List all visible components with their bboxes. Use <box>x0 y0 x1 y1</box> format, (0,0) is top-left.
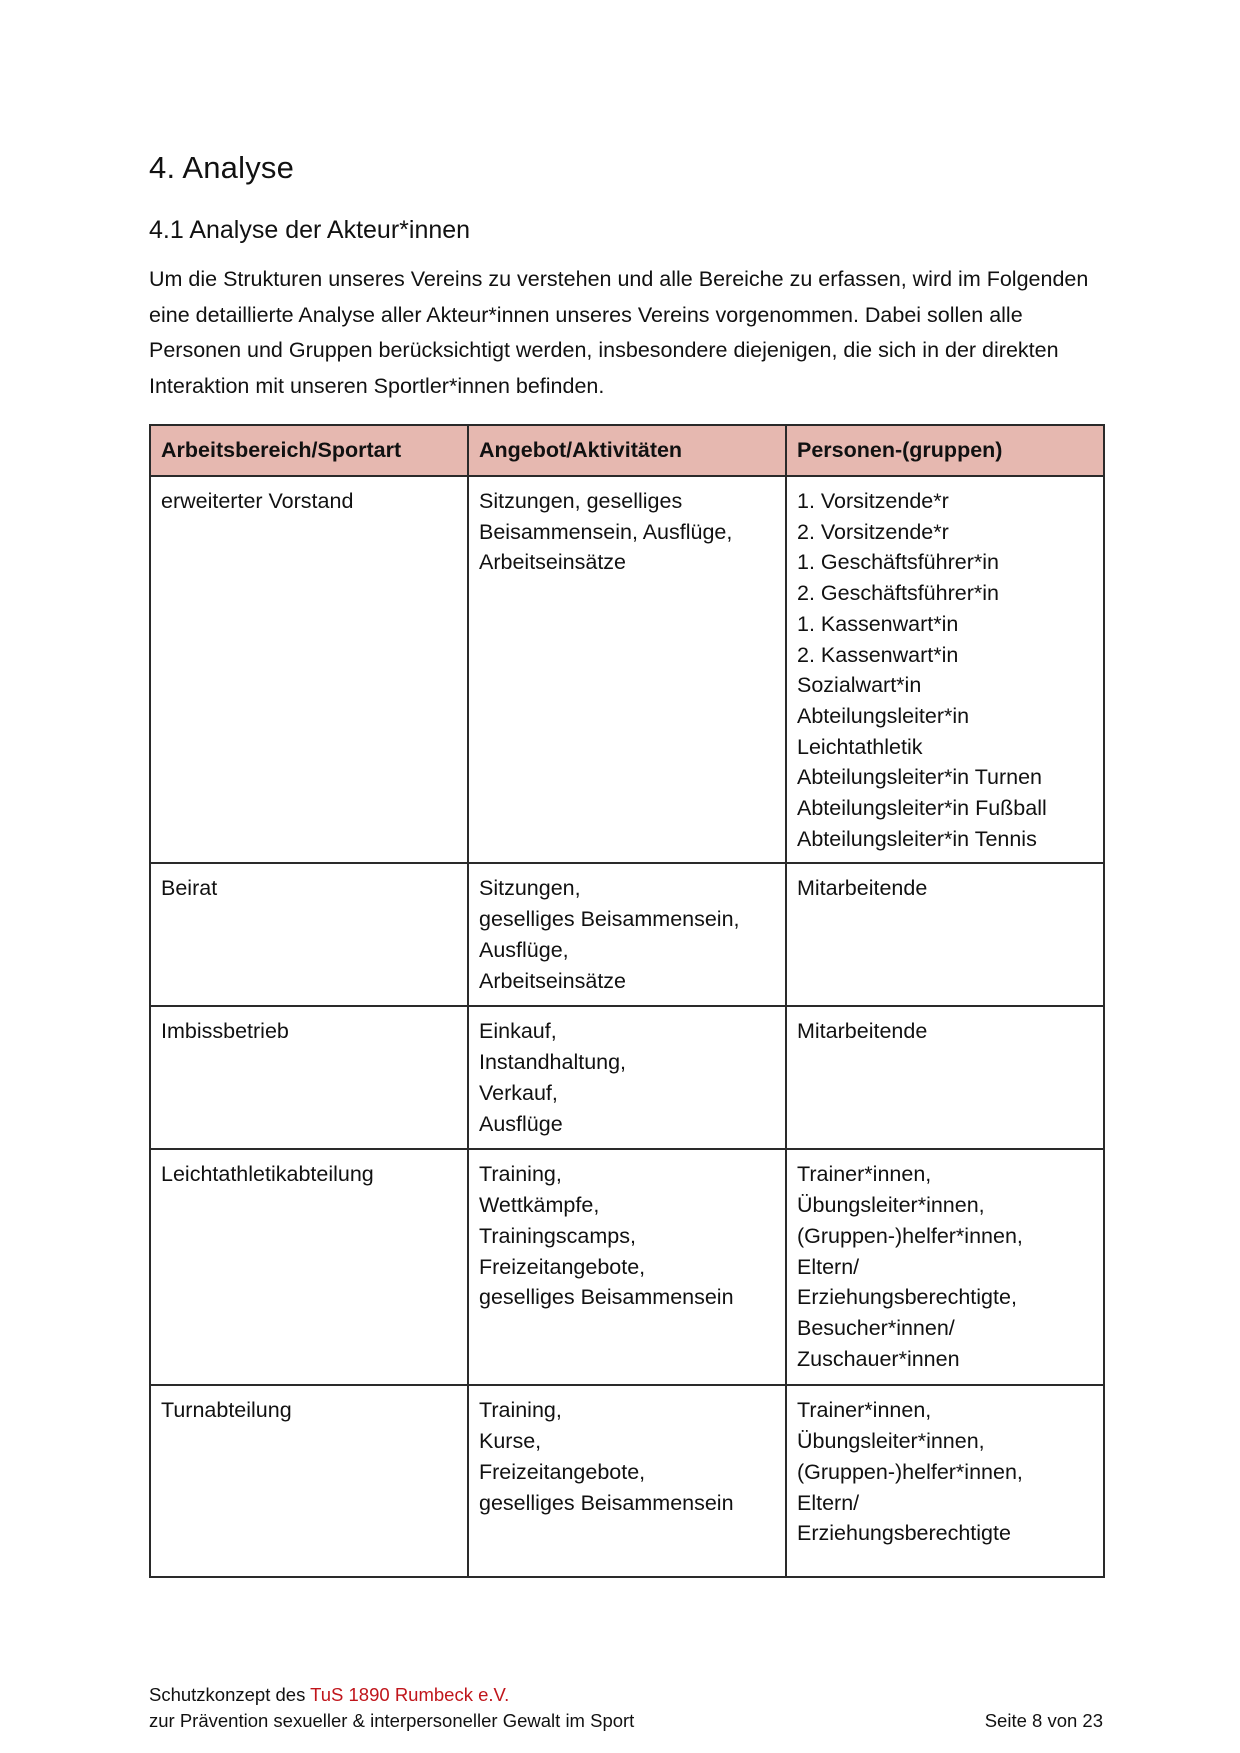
activity-line: Training, <box>479 1162 562 1187</box>
person-line: Zuschauer*innen <box>797 1346 960 1371</box>
cell-activities <box>468 476 786 863</box>
activity-line: Instandhaltung, <box>479 1050 627 1075</box>
activity-line: Freizeitangebote, <box>479 1254 646 1279</box>
person-line: Abteilungsleiter*in Fußball <box>797 796 1047 821</box>
cell-area: erweiterter Vorstand <box>150 476 468 863</box>
person-line: 1. Geschäftsführer*in <box>797 550 999 575</box>
activity-line: Ausflüge, <box>479 937 569 962</box>
activity-line: geselliges Beisammensein <box>479 1490 734 1515</box>
actors-table <box>149 424 1105 1578</box>
person-line: Mitarbeitende <box>797 1019 928 1044</box>
person-line: Trainer*innen, <box>797 1398 932 1423</box>
activity-line: Trainingscamps, <box>479 1223 636 1248</box>
cell-area: Leichtathletikabteilung <box>150 1149 468 1385</box>
person-line: (Gruppen-)helfer*innen, <box>797 1459 1023 1484</box>
person-line: Erziehungsberechtigte <box>797 1521 1011 1546</box>
person-line: Sozialwart*in <box>797 673 922 698</box>
footer-line-1 <box>149 1682 1103 1708</box>
person-line: Abteilungsleiter*in <box>797 703 970 728</box>
person-line: Übungsleiter*innen, <box>797 1429 985 1454</box>
activity-line: Sitzungen, <box>479 876 581 901</box>
activity-line: Wettkämpfe, <box>479 1193 600 1218</box>
person-line: Eltern/ <box>797 1254 860 1279</box>
column-header-persons: Personen-(gruppen) <box>786 425 1104 476</box>
cell-persons <box>786 1149 1104 1385</box>
page-footer <box>149 1682 1103 1734</box>
table-row <box>150 1149 1104 1385</box>
activity-line: Arbeitseinsätze <box>479 550 626 575</box>
footer-line-2: zur Prävention sexueller & interpersoneller Gewalt im Sport <box>149 1710 635 1731</box>
person-line: 1. Kassenwart*in <box>797 611 959 636</box>
cell-activities <box>468 1385 786 1577</box>
person-line: Eltern/ <box>797 1490 860 1515</box>
activity-line: geselliges Beisammensein, <box>479 907 740 932</box>
person-line: Trainer*innen, <box>797 1162 932 1187</box>
person-line: Abteilungsleiter*in Tennis <box>797 826 1037 851</box>
person-line: Besucher*innen/ <box>797 1315 955 1340</box>
cell-activities <box>468 1149 786 1385</box>
activity-line: Sitzungen, geselliges <box>479 489 683 513</box>
activity-line: Kurse, <box>479 1429 542 1454</box>
column-header-activities: Angebot/Aktivitäten <box>468 425 786 476</box>
column-header-area: Arbeitsbereich/Sportart <box>150 425 468 476</box>
person-line: Übungsleiter*innen, <box>797 1193 985 1218</box>
table-row <box>150 1385 1104 1577</box>
activity-line: Freizeitangebote, <box>479 1459 646 1484</box>
person-line: 2. Kassenwart*in <box>797 642 959 667</box>
activity-line: Training, <box>479 1398 562 1423</box>
cell-persons <box>786 863 1104 1006</box>
subsection-heading: 4.1 Analyse der Akteur*innen <box>149 216 471 244</box>
cell-area: Turnabteilung <box>150 1385 468 1577</box>
activity-line: Arbeitseinsätze <box>479 968 626 993</box>
cell-area: Beirat <box>150 863 468 1006</box>
club-name: TuS 1890 Rumbeck e.V. <box>310 1684 510 1705</box>
section-heading: 4. Analyse <box>149 150 295 185</box>
cell-persons <box>786 1385 1104 1577</box>
person-line: Leichtathletik <box>797 734 923 759</box>
intro-paragraph: Um die Strukturen unseres Vereins zu verstehen und alle Bereiche zu erfassen, wird im Folgenden eine detaillierte Analyse aller Akteur*innen unseres Vereins vorgenommen. Dabei sollen alle Personen und Gruppen berücksichtigt werden, insbesondere diejenigen, die sich in der direkten Interaktion mit unseren Sportler*innen befinden. <box>149 267 1089 398</box>
person-line: Mitarbeitende <box>797 876 928 901</box>
cell-area: Imbissbetrieb <box>150 1006 468 1149</box>
table-row <box>150 1006 1104 1149</box>
activity-line: Beisammensein, Ausflüge, <box>479 519 733 544</box>
footer-prefix: Schutzkonzept des <box>149 1684 311 1705</box>
cell-persons <box>786 476 1104 863</box>
activity-line: Verkauf, <box>479 1080 558 1105</box>
person-line: 1. Vorsitzende*r <box>797 489 949 513</box>
person-line: 2. Geschäftsführer*in <box>797 581 999 606</box>
cell-activities <box>468 863 786 1006</box>
person-line: (Gruppen-)helfer*innen, <box>797 1223 1023 1248</box>
person-line: Abteilungsleiter*in Turnen <box>797 765 1043 790</box>
table-row <box>150 863 1104 1006</box>
table-header-row <box>150 425 1104 476</box>
table-row <box>150 476 1104 863</box>
person-line: 2. Vorsitzende*r <box>797 519 949 544</box>
activity-line: geselliges Beisammensein <box>479 1285 734 1310</box>
cell-persons <box>786 1006 1104 1149</box>
page-number: Seite 8 von 23 <box>984 1710 1103 1731</box>
activity-line: Einkauf, <box>479 1019 557 1044</box>
activity-line: Ausflüge <box>479 1111 563 1136</box>
cell-activities <box>468 1006 786 1149</box>
person-line: Erziehungsberechtigte, <box>797 1285 1017 1310</box>
